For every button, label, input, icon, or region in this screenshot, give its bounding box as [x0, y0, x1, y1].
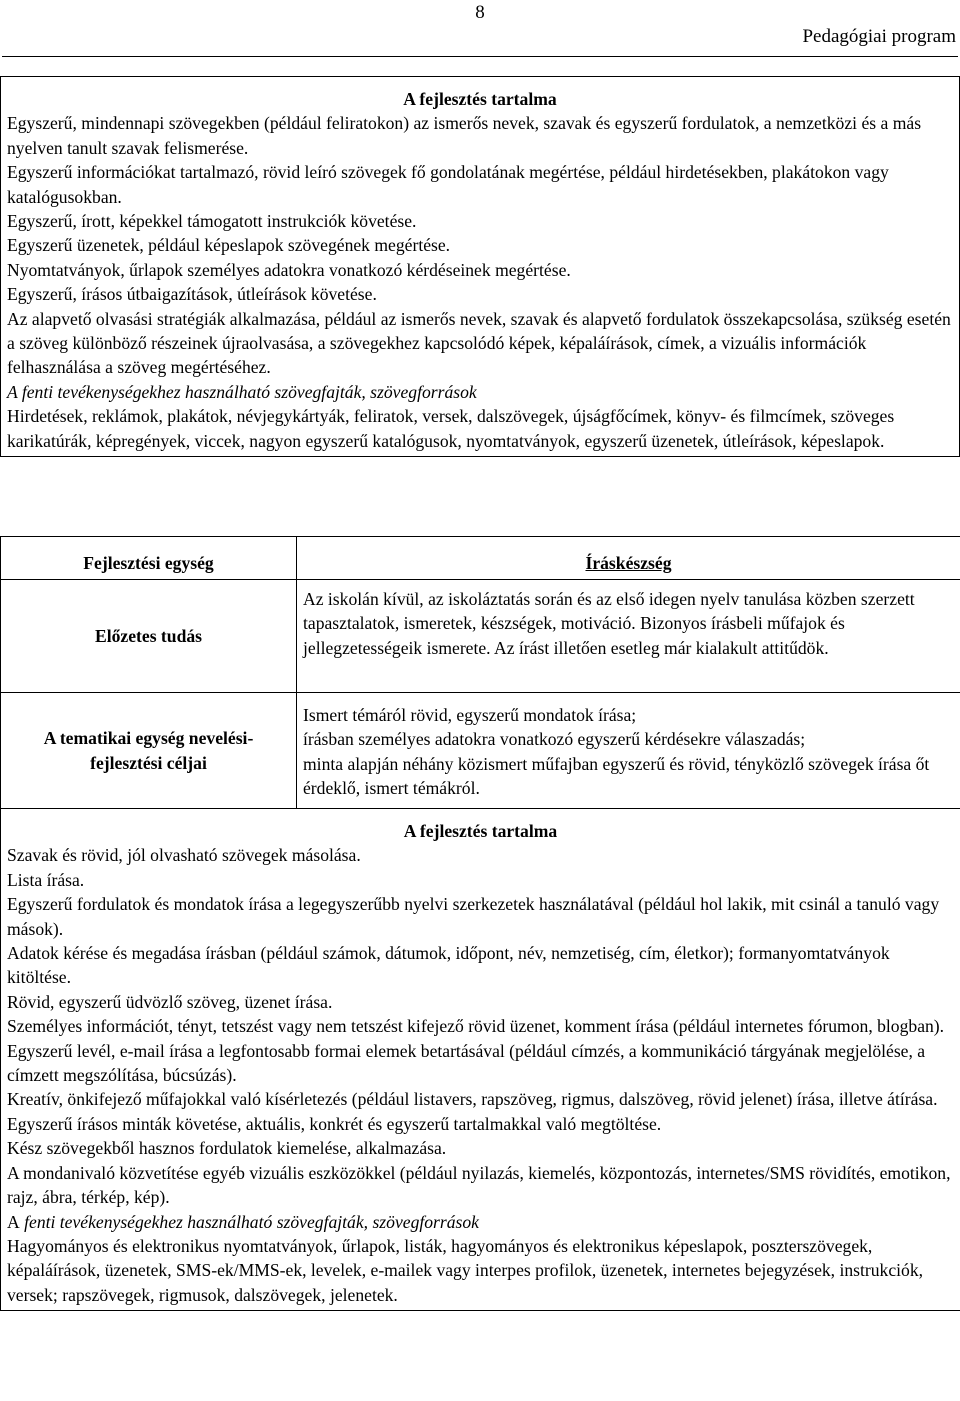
texttypes-text: Hirdetések, reklámok, plakátok, névjegykártyák, feliratok, versek, dalszövegek, újságfőcímek, könyv- és filmcímek, szöveges karikatúrák, képregények, viccek, nagyon egyszerű katalógusok, nyomtatványok, egyszerű üzenetek, útleírások, képeslapok. [7, 406, 895, 451]
writing-content-cell [1, 809, 960, 1311]
reading-content-cell [1, 77, 960, 457]
texttypes-heading [7, 1210, 954, 1234]
list-item: Egyszerű levél, e-mail írása a legfontosabb formai elemek betartásával (például címzés, a kommunikáció tárgyának megjelölése, a címzett megszólítása, búcsúzás). [7, 1040, 926, 1086]
list-item: minta alapján néhány közismert műfajban egyszerű és rövid, tényközlő szövegek írása őt érdeklő, ismert témákról. [303, 753, 930, 799]
list-item: A mondanivaló közvetítése egyéb vizuális eszközökkel (például nyilazás, kiemelés, központozás, internetes/SMS rövidítés, emotikon, rajz, ábra, térkép, kép). [7, 1162, 951, 1208]
list-item: írásban személyes adatokra vonatkozó egyszerű kérdésekre válaszadás; [303, 729, 806, 750]
texttypes-text: Hagyományos és elektronikus nyomtatványok, űrlapok, listák, hagyományos és elektronikus képeslapok, poszterszövegek, képaláírások, üzenetek, SMS-ek/MMS-ek, levelek, e-mailek vagy interpes profilok, üzenetek, internetes bejegyzések, instrukciók, versek; rapszövegek, rigmusok, dalszövegek, jelenetek. [7, 1235, 924, 1305]
list-item: Egyszerű, írott, képekkel támogatott instrukciók követése. [7, 211, 417, 232]
list-item: Egyszerű, írásos útbaigazítások, útleírások követése. [7, 284, 377, 305]
goals-label-cell [1, 693, 297, 809]
list-item: Egyszerű üzenetek, például képeslapok szövegének megértése. [7, 235, 451, 256]
goals-cell [297, 693, 960, 809]
texttypes-heading-prefix: A [7, 1211, 20, 1232]
writing-content-title: A fejlesztés tartalma [403, 821, 558, 841]
prior-knowledge-text: Az iskolán kívül, az iskoláztatás során és az első idegen nyelv tanulása közben szerzett tapasztalatok, ismeretek, készségek, motiváció. Bizonyos írásbeli műfajok és jellegzetességeik ismerete. Az írást illetően esetleg már kialakult attitűdök. [303, 589, 915, 658]
header-rule [2, 56, 958, 57]
list-item: Egyszerű, mindennapi szövegekben (például feliratokon) az ismerős nevek, szavak és egyszerű fordulatok, a nemzetközi és a más nyelven tanult szavak felismerése. [7, 113, 922, 158]
list-item: Egyszerű írásos minták követése, aktuális, konkrét és egyszerű tartalmakkal való megtöltése. [7, 1113, 662, 1134]
prior-knowledge-cell [297, 580, 960, 693]
list-item: Az alapvető olvasási stratégiák alkalmazása, például az ismerős nevek, szavak és alapvető fordulatok összekapcsolása, szükség esetén a szöveg különböző részeinek újraolvasása, a szövegekhez kapcsolódó képek, képaláírások, címek, a vizuális információk felhasználása a szöveg megértéséhez. [7, 308, 951, 378]
list-item: Egyszerű információkat tartalmazó, rövid leíró szövegek fő gondolatának megértése, például hirdetésekben, plakátokon vagy katalógusokban. [7, 162, 889, 207]
list-item: Adatok kérése és megadása írásban (például számok, dátumok, időpont, név, nemzetiség, cím, életkor); formanyomtatványok kitöltése. [7, 943, 890, 988]
prior-knowledge-label-cell [1, 580, 297, 693]
unit-value: Íráskészség [585, 553, 672, 573]
running-header: Pedagógiai program [802, 26, 956, 47]
list-item: Kreatív, önkifejező műfajokkal való kísérletezés (például listavers, rapszöveg, rigmus, dalszöveg, rövid jelenet) írása, illetve átírása. [7, 1089, 938, 1110]
list-item: Rövid, egyszerű üdvözlő szöveg, üzenet írása. [7, 991, 333, 1012]
unit-label: Fejlesztési egység [83, 553, 214, 573]
reading-content-table [0, 76, 960, 457]
list-item: Ismert témáról rövid, egyszerű mondatok írása; [303, 705, 637, 725]
list-item: Nyomtatványok, űrlapok személyes adatokra vonatkozó kérdéseinek megértése. [7, 259, 571, 280]
texttypes-heading: A fenti tevékenységekhez használható szövegfajták, szövegforrások [7, 381, 477, 402]
prior-knowledge-label: Előzetes tudás [94, 625, 203, 646]
unit-value-cell [297, 537, 960, 580]
goals-label: A tematikai egység nevelési-fejlesztési céljai [43, 728, 254, 773]
list-item: Lista írása. [7, 869, 85, 890]
list-item: Kész szövegekből hasznos fordulatok kiemelése, alkalmazása. [7, 1138, 447, 1159]
unit-label-cell [1, 537, 297, 580]
list-item: Szavak és rövid, jól olvasható szövegek másolása. [7, 845, 361, 866]
reading-content-title: A fejlesztés tartalma [403, 89, 557, 109]
list-item: Egyszerű fordulatok és mondatok írása a legegyszerűbb nyelvi szerkezetek használatával (például hol lakik, mit csinál a tanuló vagy mások). [7, 894, 940, 939]
writing-skills-table [0, 536, 960, 1311]
list-item: Személyes információt, tényt, tetszést vagy nem tetszést kifejező rövid üzenet, komment írása (például internetes fórumon, blogban). [7, 1016, 945, 1037]
page-number: 8 [475, 2, 485, 23]
texttypes-heading-rest: fenti tevékenységekhez használható szövegfajták, szövegforrások [19, 1211, 479, 1232]
